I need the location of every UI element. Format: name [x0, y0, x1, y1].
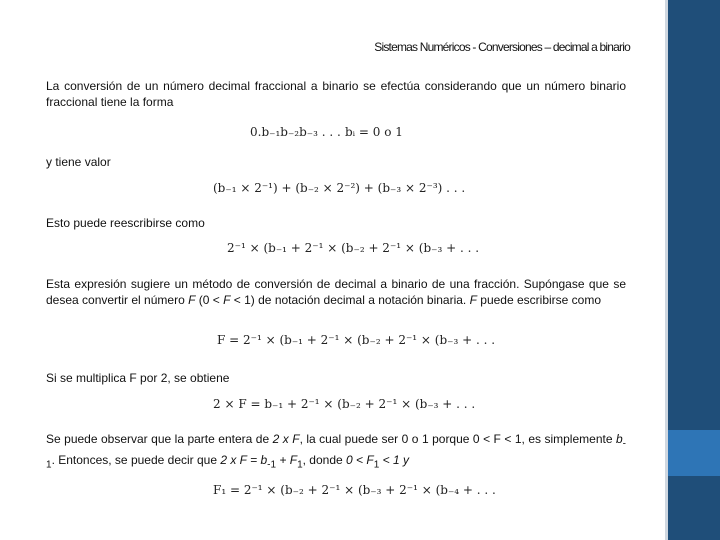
p4-var-f2: F — [223, 293, 231, 307]
p6-sub-3: 1 — [297, 459, 303, 471]
p6-text-k: , donde — [302, 453, 347, 468]
formula-binary-form: 0.b₋₁b₋₂b₋₃ . . . — [250, 125, 341, 139]
p6-text-a: Se puede observar que la parte entera de — [46, 432, 273, 446]
paragraph-method — [46, 276, 626, 308]
p6-sub-2: -1 — [267, 459, 277, 471]
p6-expr-plus-f: + F — [276, 453, 298, 468]
formula-nested: 2⁻¹ × (b₋₁ + 2⁻¹ × (b₋₂ + 2⁻¹ × (b₋₃ + . . . — [227, 241, 480, 255]
formula-double-f: 2 × F = b₋₁ + 2⁻¹ × (b₋₂ + 2⁻¹ × (b₋₃ + . . . — [213, 397, 476, 411]
p6-expr-2xf: 2 x F — [272, 432, 300, 446]
p6-expr-bound: 0 < F — [346, 453, 374, 468]
formula-value-sum: (b₋₁ × 2⁻¹) + (b₋₂ × 2⁻²) + (b₋₃ × 2⁻³) . . . — [213, 181, 466, 195]
paragraph-value: y tiene valor — [46, 155, 111, 169]
p6-var-b: b — [615, 432, 623, 446]
p6-expr-eq: 2 x F = b — [220, 453, 268, 468]
page-title: Sistemas Numéricos - Conversiones – decimal a binario — [374, 40, 630, 54]
p4-text-a: Esta expresión sugiere un método de conversión de decimal a binario de una fracción. Supóngase que se desea convertir el número — [46, 277, 626, 307]
paragraph-rewrite: Esto puede reescribirse como — [46, 216, 205, 230]
sidebar-bottom-block — [668, 476, 720, 540]
p6-sub-1: -1 — [46, 438, 627, 471]
formula-bit-values: bᵢ = 0 o 1 — [345, 125, 403, 139]
p4-text-c: < 1) de notación decimal a notación binaria. — [230, 293, 470, 307]
formula-f-expansion: F = 2⁻¹ × (b₋₁ + 2⁻¹ × (b₋₂ + 2⁻¹ × (b₋₃ + . . . — [217, 333, 496, 347]
p6-text-f: . Entonces, se puede decir que — [51, 453, 221, 468]
sidebar-accent-block — [668, 430, 720, 476]
p4-var-f1: F — [188, 293, 196, 307]
p4-var-f3: F — [469, 293, 477, 307]
p4-text-b: (0 < — [195, 293, 224, 307]
p6-sub-4: 1 — [373, 459, 380, 471]
paragraph-intro: La conversión de un número decimal fraccional a binario se efectúa considerando que un número binario fraccional tiene la forma — [46, 79, 626, 109]
p6-text-c: , la cual puede ser 0 o 1 porque 0 < F < 1, es simplemente — [299, 432, 616, 446]
paragraph-multiply: Si se multiplica F por 2, se obtiene — [46, 371, 230, 385]
p4-text-d: puede escribirse como — [476, 293, 602, 307]
paragraph-integer-part — [46, 431, 626, 474]
formula-f1: F₁ = 2⁻¹ × (b₋₂ + 2⁻¹ × (b₋₃ + 2⁻¹ × (b₋₄ + . . . — [213, 483, 496, 497]
p6-text-n: < 1 y — [379, 453, 409, 468]
